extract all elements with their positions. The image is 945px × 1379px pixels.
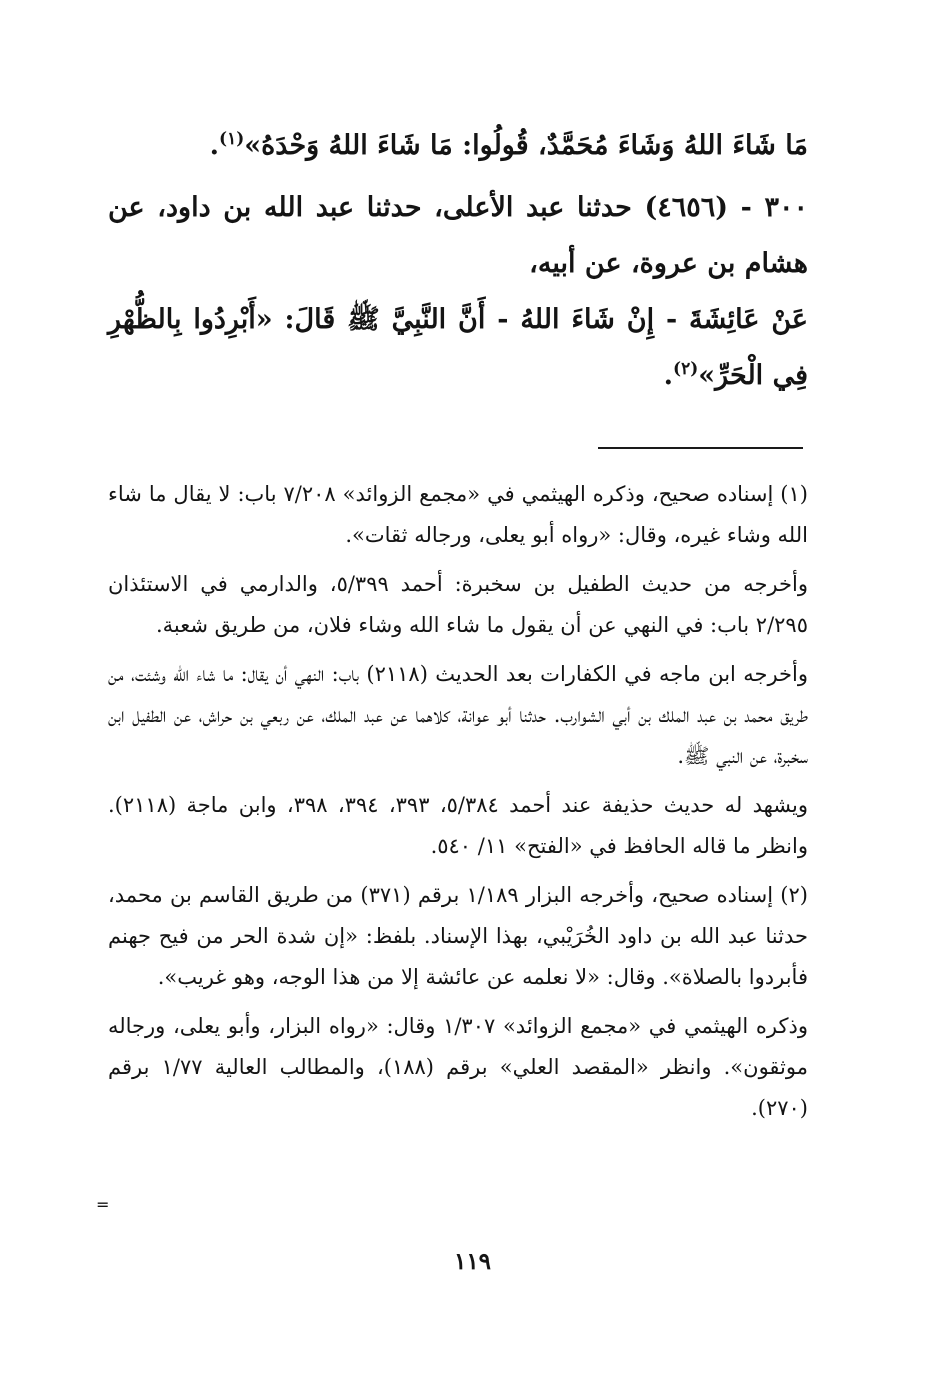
footnote-marker-1: (١)	[219, 129, 245, 149]
isnad-text: حدثنا عبد الأعلى، حدثنا عبد الله بن داود، عن هشام بن عروة، عن أبيه،	[108, 192, 808, 279]
footnotes-block	[108, 474, 808, 1129]
sentence-end: .	[209, 130, 220, 161]
matn-end: .	[663, 360, 674, 391]
continuation-mark: =	[96, 1195, 110, 1214]
footnote-1-paragraph-3: وأخرجه ابن ماجه في الكفارات بعد الحديث (٢١١٨) باب: النهي أن يقال: ما شاء الله وشئت، من طريق محمد بن عبد الملك بن أبي الشوارب. حدثنا أبو عوانة، كلاهما عن عبد الملك، عن ربعي بن حراش، عن الطفيل ابن سخبرة، عن النبي ﷺ.	[108, 662, 809, 768]
footnote-separator	[598, 447, 803, 449]
hadith-number: ٣٠٠ - (٤٦٥٦)	[644, 192, 809, 223]
hadith-continuation-line	[108, 118, 808, 174]
hadith-text-block	[108, 118, 808, 404]
hadith-isnad	[108, 180, 808, 292]
page-number: ١١٩	[453, 1248, 492, 1275]
matn-text: عَنْ عَائِشَةَ - إِنْ شَاءَ اللهُ - أَنَّ النَّبِيَّ ﷺ قَالَ: «أَبْرِدُوا بِالظُّهْرِ فِي الْحَرِّ»	[108, 304, 808, 391]
footnote-1-paragraph-4: ويشهد له حديث حذيفة عند أحمد ٥/٣٨٤، ٣٩٣، ٣٩٤، ٣٩٨، وابن ماجة (٢١١٨). وانظر ما قاله الحافظ في «الفتح» ١١/ ٥٤٠.	[108, 793, 809, 858]
hadith-matn	[108, 292, 808, 404]
footnote-1: (١) إسناده صحيح، وذكره الهيثمي في «مجمع الزوائد» ٧/٢٠٨ باب: لا يقال ما شاء الله وشاء غيره، وقال: «رواه أبو يعلى، ورجاله ثقات».	[108, 482, 808, 547]
hadith-continuation-text: مَا شَاءَ اللهُ وَشَاءَ مُحَمَّدٌ، قُولُوا: مَا شَاءَ اللهُ وَحْدَهُ»	[244, 130, 808, 161]
footnote-2: (٢) إسناده صحيح، وأخرجه البزار ١/١٨٩ برقم (٣٧١) من طريق القاسم بن محمد، حدثنا عبد الله بن داود الخُرَيْبي، بهذا الإسناد. بلفظ: «إن شدة الحر من فيح جهنم فأبردوا بالصلاة». وقال: «لا نعلمه عن عائشة إلا من هذا الوجه، وهو غريب».	[108, 883, 808, 989]
footnote-2-paragraph-2: وذكره الهيثمي في «مجمع الزوائد» ١/٣٠٧ وقال: «رواه البزار، وأبو يعلى، ورجاله موثقون». وانظر «المقصد العلي» برقم (١٨٨)، والمطالب العالية ١/٧٧ برقم (٢٧٠).	[108, 1014, 808, 1120]
footnote-1-paragraph-2: وأخرجه من حديث الطفيل بن سخبرة: أحمد ٥/٣٩٩، والدارمي في الاستئذان ٢/٢٩٥ باب: في النهي عن أن يقول ما شاء الله وشاء فلان، من طريق شعبة.	[108, 572, 808, 637]
footnote-marker-2: (٢)	[673, 359, 699, 379]
